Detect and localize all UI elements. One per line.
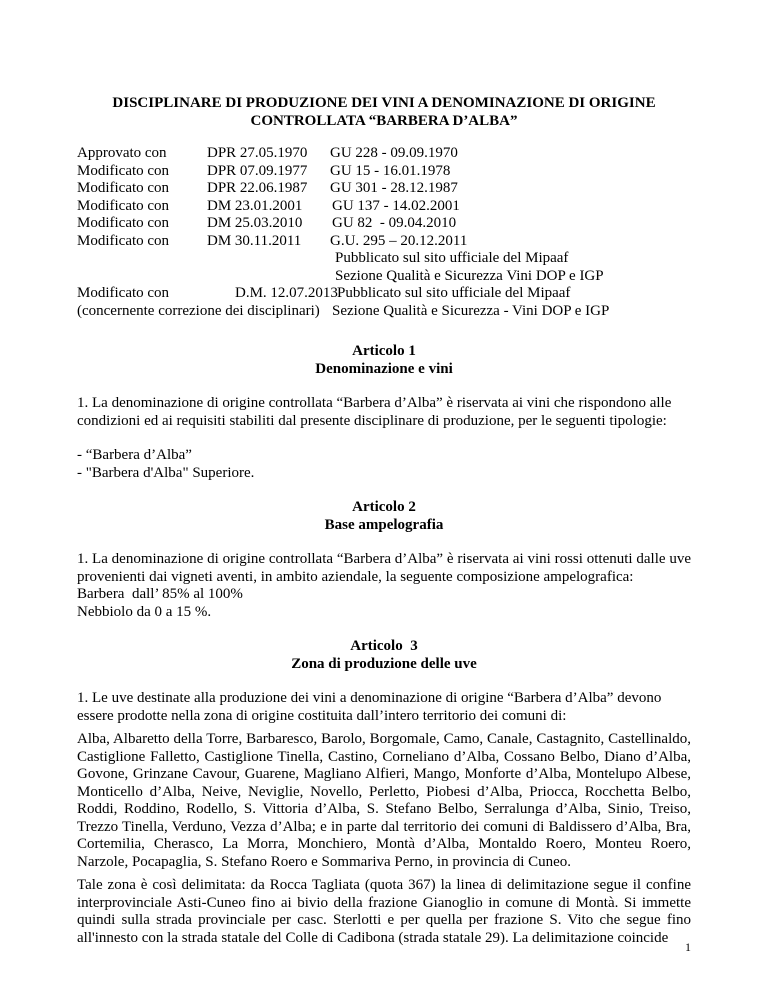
title-line-1: DISCIPLINARE DI PRODUZIONE DEI VINI A DENOMINAZIONE DI ORIGINE — [112, 95, 656, 111]
grape-composition: Barbera dall’ 85% al 100% — [77, 586, 243, 602]
article-number: Articolo 3 — [350, 638, 418, 654]
publication-note-line-2: Sezione Qualità e Sicurezza Vini DOP e IGP — [335, 267, 604, 284]
grape-composition: Nebbiolo da 0 a 15 %. — [77, 603, 212, 620]
last-modification-pub-line-2: Sezione Qualità e Sicurezza - Vini DOP e IGP — [332, 302, 610, 319]
last-modification-decree: D.M. 12.07.2013 — [235, 285, 338, 301]
municipalities-list: Alba, Albaretto della Torre, Barbaresco, Barolo, Borgomale, Camo, Canale, Castagnito, Castellinaldo, Castiglione Falletto, Castiglione Tinella, Castino, Corneliano d’Alba, Cossano Belbo, Diano d’Alba, Govone, Grinzane Cavour, Guarene, Magliano Alfieri, Mango, Monforte d’Alba, Montelupo Albese, Monticello d’Alba, Neive, Neviglie, Novello, Perletto, Piobesi d’Alba, Priocca, Rocchetta Belbo, Roddi, Roddino, Rodello, S. Vittoria d’Alba, S. Stefano Belbo, Serralunga d’Alba, Sinio, Treiso, Trezzo Tinella, Verduno, Vezza d’Alba; e in parte dal territorio dei comuni di Baldissero d’Alba, Bra, Cortemilia, Cherasco, La Morra, Monchiero, Montà d’Alba, Montaldo Roero, Monteu Roero, Narzole, Pocapaglia, S. Stefano Roero e Sommariva Perno, in provincia di Cuneo. — [77, 731, 691, 870]
approval-label: Modificato con — [77, 197, 170, 214]
article-3 — [77, 638, 691, 947]
document-title — [77, 95, 691, 130]
approval-gazette: G.U. 295 – 20.12.2011 — [330, 232, 468, 249]
last-modification-note: (concernente correzione dei disciplinari) — [77, 302, 320, 319]
approval-gazette: GU 228 - 09.09.1970 — [330, 145, 458, 161]
approval-label: Modificato con — [77, 162, 170, 179]
approval-label: Modificato con — [77, 232, 170, 249]
last-modification-pub-line-1: Pubblicato sul sito ufficiale del Mipaaf — [337, 285, 571, 301]
article-number: Articolo 2 — [352, 499, 416, 515]
article-title: Base ampelografia — [324, 516, 444, 533]
approvals-table — [77, 145, 691, 331]
wine-type: - “Barbera d’Alba” — [77, 447, 192, 463]
approval-label: Modificato con — [77, 215, 170, 231]
approval-label: Modificato con — [77, 180, 170, 196]
article-paragraph: 1. La denominazione di origine controllata “Barbera d’Alba” è riservata ai vini che rispondono alle condizioni ed ai requisiti stabiliti dal presente disciplinare di produzione, per le seguenti tipologie: — [77, 395, 672, 429]
approval-decree: DPR 07.09.1977 — [207, 162, 308, 179]
article-title: Zona di produzione delle uve — [291, 655, 477, 672]
zone-boundary-description: Tale zona è così delimitata: da Rocca Tagliata (quota 367) la linea di delimitazione segue il confine interprovinciale Asti-Cuneo fino ai bivio della frazione Gianoglio in comune di Montà. Si immette quindi sulla strada provinciale per casc. Sterlotti e per quella per frazione S. Vito che segue fino all'innesto con la strada statale del Colle di Cadibona (strada statale 29). La delimitazione coincide — [77, 877, 691, 946]
last-modification-label: Modificato con — [77, 285, 170, 301]
title-line-2: CONTROLLATA “BARBERA D’ALBA” — [250, 112, 518, 129]
page-number: 1 — [685, 940, 691, 954]
document-page — [77, 95, 691, 947]
article-title: Denominazione e vini — [315, 360, 453, 377]
approval-decree: DPR 27.05.1970 — [207, 145, 308, 161]
article-1 — [77, 343, 691, 482]
approval-gazette: GU 15 - 16.01.1978 — [330, 162, 451, 179]
article-paragraph: 1. Le uve destinate alla produzione dei vini a denominazione di origine “Barbera d’Alba” devono essere prodotte nella zona di origine costituita dall’intero territorio dei comuni di: — [77, 690, 662, 724]
approval-gazette: GU 137 - 14.02.2001 — [332, 197, 460, 214]
approval-gazette: GU 301 - 28.12.1987 — [330, 180, 458, 196]
article-number: Articolo 1 — [352, 343, 416, 359]
approval-decree: DM 23.01.2001 — [207, 197, 303, 214]
approval-label: Approvato con — [77, 145, 167, 161]
article-paragraph: 1. La denominazione di origine controllata “Barbera d’Alba” è riservata ai vini rossi ottenuti dalle uve provenienti dai vigneti aventi, in ambito aziendale, la seguente composizione ampelografica: — [77, 551, 691, 585]
approval-decree: DPR 22.06.1987 — [207, 180, 308, 196]
approval-gazette: GU 82 - 09.04.2010 — [332, 215, 457, 231]
approval-decree: DM 25.03.2010 — [207, 215, 303, 231]
approval-decree: DM 30.11.2011 — [207, 232, 302, 249]
publication-note-line-1: Pubblicato sul sito ufficiale del Mipaaf — [335, 250, 569, 266]
article-2 — [77, 499, 691, 621]
wine-type: - "Barbera d'Alba" Superiore. — [77, 464, 255, 481]
